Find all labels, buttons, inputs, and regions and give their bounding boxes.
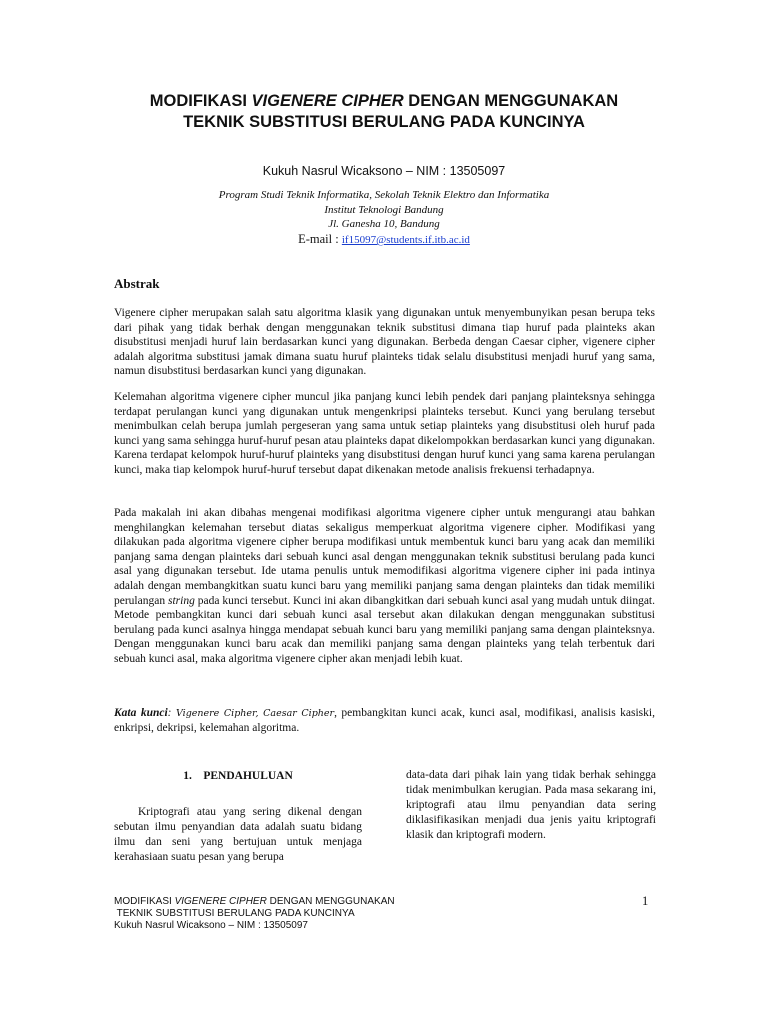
title-line-1	[60, 91, 708, 112]
affiliation-line: Jl. Ganesha 10, Bandung	[328, 218, 440, 230]
email-link[interactable]: if15097@students.if.itb.ac.id	[341, 234, 470, 246]
footer-line-1	[114, 896, 395, 908]
title-line-2: TEKNIK SUBSTITUSI BERULANG PADA KUNCINYA	[183, 113, 585, 131]
paragraph-text: Pada makalah ini akan dibahas mengenai modifikasi algoritma vigenere cipher untuk mengurangi atau bahkan menghilangkan kelemahan tersebut diatas sekaligus memperkuat algoritma vigenere cipher. Modifikasi yang dilakukan pada algoritma vigenere cipher berupa modifikasi untuk membentuk kunci baru yang acak dan memiliki panjang sama dengan plainteks dari sebuah kunci asal dengan menggunakan teknik substitusi berulang pada kunci asal yang digunakan tersebut. Ide utama penulis untuk memodifikasi algoritma vigenere cipher ini pada intinya adalah dengan membangkitkan suatu kunci baru yang memiliki panjang sama dengan plainteks dan tidak memiliki perulangan	[114, 507, 655, 607]
section-heading: 1. PENDAHULUAN	[183, 770, 293, 782]
affiliation	[100, 188, 668, 232]
footer-italic: VIGENERE CIPHER	[174, 896, 267, 907]
keywords-label: Kata kunci	[114, 707, 168, 719]
abstract-paragraph	[114, 506, 655, 667]
abstract-paragraph: Kelemahan algoritma vigenere cipher muncul jika panjang kunci lebih pendek dari panjang plainteksnya sehingga terdapat perulangan kunci yang digunakan untuk mengenkripsi plainteks tersebut. Kunci yang berulang tersebut menimbulkan celah berupa jumlah pergeseran yang sama untuk setiap plainteks yang disubstitusi oleh huruf pada kunci yang sama sehingga huruf-huruf pesan atau plainteks dapat dikelompokkan berdasarkan kunci yang digunakan. Karena terdapat kelompok huruf-huruf plainteks yang disubstitusi dengan huruf kunci yang sama karena perulangan kunci, maka tiap kelompok huruf-huruf tersebut dapat dikenakan metode analisis frekuensi terhadapnya.	[114, 391, 655, 476]
title-text: MODIFIKASI	[149, 92, 252, 110]
body-right-column: data-data dari pihak lain yang tidak berhak sehingga tidak menimbulkan kerugian. Pada masa sekarang ini, kriptografi atau ilmu penyandian data sering diklasifikasikan menjadi dua jenis yaitu kriptografi klasik dan kriptografi modern.	[406, 769, 656, 841]
page-number: 1	[642, 894, 649, 908]
keywords-sep: :	[167, 707, 176, 719]
footer-line-2: TEKNIK SUBSTITUSI BERULANG PADA KUNCINYA	[114, 908, 355, 919]
author-line: Kukuh Nasrul Wicaksono – NIM : 13505097	[262, 164, 506, 178]
keywords-rest: , pembangkitan kunci acak, kunci asal, modifikasi, analisis kasiski, enkripsi, dekripsi, kelemahan algoritma.	[114, 707, 655, 734]
paragraph-italic: string	[168, 594, 195, 607]
keywords	[114, 706, 655, 736]
email-label: E-mail :	[298, 232, 342, 246]
email-line	[100, 232, 668, 247]
footer-text: MODIFIKASI	[114, 896, 175, 907]
abstract-paragraph: Vigenere cipher merupakan salah satu algoritma klasik yang digunakan untuk menyembunyikan pesan berupa teks dari pihak yang tidak berhak dengan menggunakan teknik substitusi dimana tiap huruf pada plainteks akan disubstitusi menjadi huruf lain berdasarkan kunci yang digunakan. Berbeda dengan Caesar cipher, vigenere cipher adalah algoritma substitusi jamak dimana suatu huruf plainteks tidak selalu disubstitusi menjadi huruf yang sama, namun disubstitusi berdasarkan kunci yang digunakan.	[114, 307, 655, 378]
paragraph-text: pada kunci tersebut. Kunci ini akan dibangkitkan dari sebuah kunci asal yang mudah untuk diingat. Metode pembangkitan kunci dari sebuah kunci asal tersebut akan dilakukan dengan menggunakan substitusi berulang pada kunci asalnya hingga mendapat sebuah kunci baru yang memiliki panjang sama dengan plainteksnya. Dengan menggunakan kunci baru acak dan memiliki panjang sama dengan plainteks yang telah terbentuk dari sebuah kunci asal, maka algoritma vigenere cipher akan menjadi lebih kuat.	[114, 594, 656, 665]
abstract-heading: Abstrak	[114, 276, 160, 291]
affiliation-line: Program Studi Teknik Informatika, Sekolah Teknik Elektro dan Informatika	[218, 189, 550, 201]
body-left-column: Kriptografi atau yang sering dikenal dengan sebutan ilmu penyandian data adalah suatu bidang ilmu dan seni yang bertujuan untuk menjaga kerahasiaan suatu pesan yang berupa	[114, 806, 362, 863]
title-text: DENGAN MENGGUNAKAN	[403, 92, 619, 110]
paper-title	[60, 91, 708, 133]
footer-text: DENGAN MENGGUNAKAN	[266, 896, 395, 907]
footer-line-3: Kukuh Nasrul Wicaksono – NIM : 13505097	[114, 920, 308, 931]
keywords-italic: Vigenere Cipher, Caesar Cipher	[175, 708, 335, 719]
affiliation-line: Institut Teknologi Bandung	[324, 203, 444, 216]
title-italic: VIGENERE CIPHER	[251, 92, 404, 110]
page-footer	[114, 896, 395, 932]
